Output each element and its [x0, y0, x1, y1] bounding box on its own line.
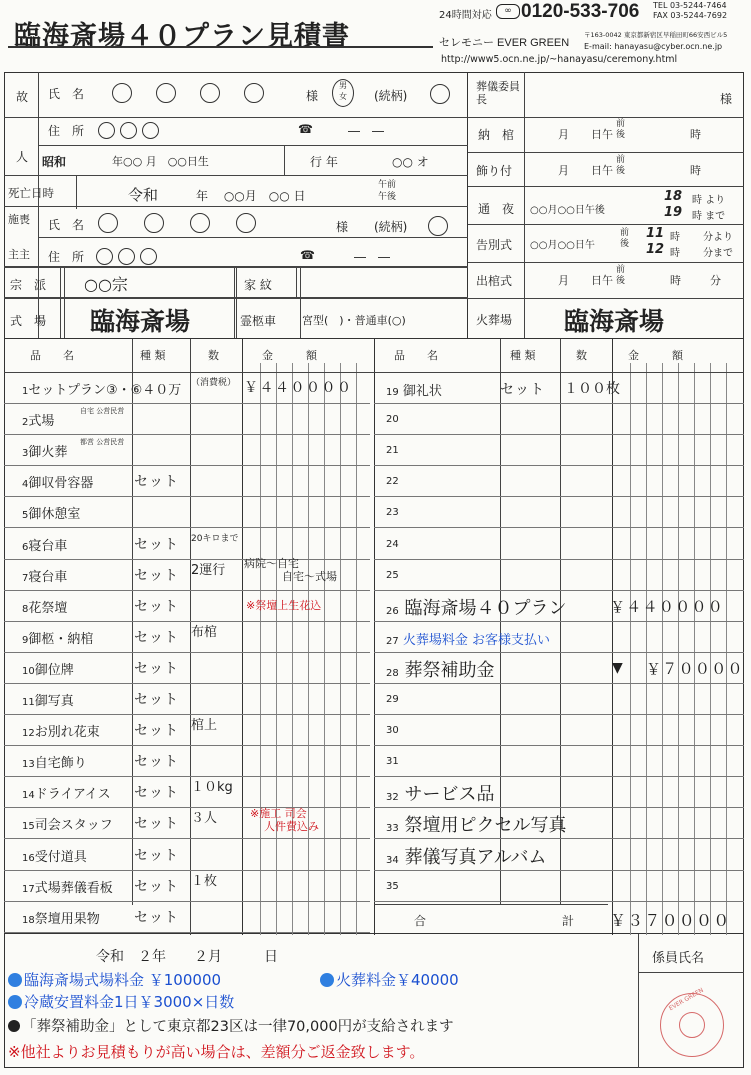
row-item-name: 24: [386, 538, 399, 550]
page-title: 臨海斎場４０プラン見積書: [14, 21, 350, 52]
row-item-name: 29: [386, 694, 399, 705]
era-reiwa: 令和: [128, 186, 159, 204]
row-item-kind: セット: [134, 878, 179, 895]
refund-line: ※他社よりお見積もりが高い場合は、差額分ご返金致します。: [8, 1043, 425, 1061]
deceased-label-1: 故: [16, 90, 29, 104]
applicant-address-label: 住 所: [48, 250, 85, 264]
table-row: [374, 840, 744, 871]
col-header-amount-left: 金 額: [262, 349, 317, 362]
wake-end-suffix: 時 まで: [692, 211, 726, 222]
table-row: [4, 497, 370, 528]
table-row: [4, 466, 370, 497]
departure-label: 出棺式: [476, 274, 513, 288]
age-label: 行 年: [310, 155, 338, 169]
col-header-amount-right: 金 額: [628, 349, 683, 362]
table-row: [374, 466, 744, 497]
row-item-amount: ￥４４００００: [244, 380, 353, 396]
col-header-name-right: 品 名: [394, 349, 438, 362]
hearse-label: 霊柩車: [240, 314, 277, 328]
row-item-qty: 棺上: [191, 718, 218, 734]
table-row: [374, 808, 744, 839]
row-item-name: 6寝台車: [22, 538, 68, 554]
row-item-kind: セット: [134, 536, 179, 553]
row-item-kind: セット: [134, 660, 179, 677]
funeral-label: 告別式: [476, 238, 513, 252]
col-header-qty-right: 数: [576, 349, 587, 362]
name-label: 氏 名: [48, 87, 85, 101]
row-item-name: 4御収骨容器: [22, 476, 94, 492]
freecall-icon: ∞: [496, 4, 520, 19]
name-placeholder[interactable]: [112, 82, 264, 103]
row-item-kind: セット: [134, 629, 179, 646]
table-row: [374, 435, 744, 466]
row-item-kind: セット: [134, 567, 179, 584]
row-item-name: 16受付道具: [22, 849, 87, 865]
table-row: [4, 373, 370, 404]
col-header-qty-left: 数: [208, 349, 219, 362]
row-item-name: 10御位牌: [22, 662, 74, 678]
funeral-start-ji: 時: [670, 232, 680, 243]
decor-time: 時: [690, 164, 701, 177]
row-item-name: 28 葬祭補助金: [386, 659, 495, 681]
title-underline: [8, 46, 433, 48]
applicant-label-2: 主主: [8, 248, 30, 261]
applicant-tel-dash: ― ―: [354, 250, 391, 264]
hearse-value: 宮型( )・普通車(○): [302, 314, 406, 327]
row-item-sub: 都営 公営民営: [80, 438, 125, 447]
sex-selector[interactable]: 男 女: [332, 79, 354, 107]
row-item-name: 27 火葬場料金 お客様支払い: [386, 632, 551, 648]
row-item-qty: 20キロまで: [191, 533, 239, 544]
row-item-kind: セット: [134, 785, 179, 802]
coffin-label: 納 棺: [478, 128, 515, 142]
subsidy-line: 「葬祭補助金」として東京都23区は一律70,000円が支給されます: [8, 1015, 454, 1036]
company-email: E-mail: hanayasu@cyber.ocn.ne.jp: [584, 42, 723, 51]
relation-circle[interactable]: [430, 83, 450, 104]
col-header-kind-left: 種 類: [140, 349, 166, 362]
table-row: [4, 684, 370, 715]
row-item-name: 12お別れ花束: [22, 725, 100, 741]
row-item-name: 35: [386, 880, 399, 892]
total-label-2: 計: [562, 914, 575, 928]
table-row: [4, 871, 370, 902]
table-row: [374, 777, 744, 808]
row-item-name: 9御柩・納棺: [22, 631, 94, 647]
row-item-name: 19 御礼状: [386, 384, 442, 399]
era-showa: 昭和: [42, 155, 67, 169]
coffin-date: 月 日午: [558, 128, 613, 141]
address-placeholder[interactable]: [98, 120, 159, 139]
funeral-start: 11: [646, 226, 665, 241]
total-label-1: 合: [414, 914, 427, 928]
row-item-name: 33 祭壇用ピクセル写真: [386, 815, 567, 837]
row-item-qty: １０kg: [191, 780, 233, 796]
col-header-kind-right: 種 類: [510, 349, 536, 362]
funeral-date: ○○月○○日午: [530, 240, 595, 251]
applicant-label-1: 施喪: [8, 213, 30, 226]
wake-start-suffix: 時 より: [692, 195, 726, 206]
sect-value: ○○宗: [84, 275, 128, 294]
committee-label: 葬儀委員長: [476, 80, 520, 106]
funeral-end-fun: 分まで: [703, 248, 733, 259]
row-item-qty: １００枚: [564, 381, 620, 397]
flowers-note: ※祭壇上生花込: [246, 599, 322, 612]
company-name: セレモニー EVER GREEN: [439, 37, 570, 49]
cremation-fee-line: 火葬料金￥40000: [320, 969, 459, 990]
departure-date: 月 日午: [558, 274, 613, 287]
venue-label: 式 場: [10, 314, 47, 328]
table-row: [374, 622, 744, 653]
table-row: [374, 871, 744, 902]
age-value: ○○ オ: [392, 155, 429, 169]
row-item-qty: 2運行: [191, 562, 226, 578]
deceased-label-2: 人: [16, 150, 29, 164]
table-row: [4, 777, 370, 808]
table-row: [4, 404, 370, 435]
row-item-kind: セット: [134, 847, 179, 864]
table-row: [4, 435, 370, 466]
table-row: [374, 746, 744, 777]
row-item-amount: ￥４４００００: [610, 597, 725, 616]
applicant-name-label: 氏 名: [48, 218, 85, 232]
table-row: [374, 684, 744, 715]
row-item-name: 21: [386, 445, 399, 457]
fax-number: FAX 03-5244-7692: [653, 11, 728, 20]
row-item-kind: セット: [134, 816, 179, 833]
phone-icon: ☎: [298, 122, 313, 136]
applicant-address-placeholder[interactable]: [96, 246, 157, 265]
row-item-kind: セット: [134, 598, 179, 615]
staff-note: ※施工 司会 人件費込み: [250, 807, 319, 833]
row-item-name: 31: [386, 756, 399, 768]
applicant-relation: (続柄): [374, 220, 408, 234]
decor-date: 月 日午: [558, 164, 613, 177]
row-item-name: 23: [386, 507, 399, 519]
row-item-name: 25: [386, 569, 399, 581]
venue-value: 臨海斎場: [90, 307, 191, 336]
company-url[interactable]: http://www5.ocn.ne.jp/~hanayasu/ceremony.html: [441, 54, 678, 65]
table-row: [4, 746, 370, 777]
table-row: [4, 529, 370, 560]
company-address: 〒163-0042 東京都新宿区早稲田町66安西ビル5: [584, 31, 728, 39]
row-item-name: 34 葬儀写真アルバム: [386, 846, 547, 868]
row-item-name: 20: [386, 414, 399, 426]
table-row: [4, 653, 370, 684]
minus-marker-icon: ▼: [612, 660, 623, 676]
row-item-kind: セット: [500, 382, 545, 398]
applicant-name-placeholder[interactable]: [98, 212, 256, 233]
row-item-name: 13自宅飾り: [22, 756, 87, 772]
row-item-kind: セット: [134, 474, 179, 491]
sect-label: 宗 派: [10, 278, 47, 292]
applicant-sama: 様: [336, 220, 349, 234]
table-row: [374, 715, 744, 746]
service-hours: 24時間対応: [439, 10, 492, 21]
decor-label: 飾り付: [476, 164, 513, 178]
decor-ampm: 前 後: [616, 155, 626, 176]
applicant-phone-icon: ☎: [300, 248, 315, 262]
sama-label: 様: [306, 89, 319, 103]
death-label: 死亡日時: [8, 186, 54, 200]
row-item-name: 26 臨海斎場４０プラン: [386, 597, 567, 619]
row-item-name: 17式場葬儀看板: [22, 880, 113, 896]
table-row: [374, 404, 744, 435]
wake-label: 通 夜: [478, 202, 515, 216]
committee-sama: 様: [720, 92, 733, 106]
applicant-relation-circle[interactable]: [428, 215, 448, 236]
row-item-kind: セット: [134, 692, 179, 708]
table-row: [4, 622, 370, 653]
funeral-end: 12: [646, 242, 665, 257]
row-item-qty: ３人: [191, 811, 218, 827]
row-item-name: 3御火葬: [22, 445, 68, 461]
wake-date: ○○月○○日午後: [530, 205, 605, 216]
row-item-name: 15司会スタッフ: [22, 818, 113, 834]
departure-ampm: 前 後: [616, 265, 626, 286]
row-item-name: 18祭壇用果物: [22, 911, 100, 927]
table-row: [4, 840, 370, 871]
row-item-name: 7寝台車: [22, 569, 68, 585]
family-crest-label: 家 紋: [244, 278, 272, 292]
row-item-kind: セット: [134, 754, 179, 771]
row-item-kind: セット: [134, 909, 179, 926]
row-item-qty: １枚: [191, 873, 218, 889]
estimate-date: 令和 ２年 ２月 日: [96, 949, 278, 965]
coffin-time: 時: [690, 128, 701, 141]
birth-date: 年○○ 月 ○○日生: [112, 155, 209, 168]
row-item-qty: 布棺: [191, 624, 218, 640]
row-item-kind: セット: [134, 723, 179, 740]
freecall-number: 0120-533-706: [521, 1, 640, 22]
venue-fee-line: 臨海斎場式場料金 ￥100000: [8, 969, 221, 990]
row-item-name: 32 サービス品: [386, 784, 495, 806]
total-row-line: [374, 904, 608, 905]
tel-dash: ― ―: [348, 124, 385, 138]
table-row: [374, 560, 744, 591]
cold-storage-line: 冷蔵安置料金1日￥3000×日数: [8, 991, 234, 1012]
death-date: 年 ○○月 ○○ 日: [196, 189, 306, 203]
address-label: 住 所: [48, 124, 85, 138]
table-row: [374, 373, 744, 404]
route-note: 病院～自宅 自宅～式場: [244, 557, 337, 583]
table-row: [374, 497, 744, 528]
departure-minute: 分: [710, 274, 721, 287]
row-item-name: 8花祭壇: [22, 600, 68, 616]
table-row: [374, 653, 744, 684]
row-item-name: 30: [386, 725, 399, 737]
row-item-name: 14ドライアイス: [22, 787, 111, 803]
row-item-name: 11御写真: [22, 694, 74, 709]
funeral-start-fun: 分より: [703, 232, 733, 243]
departure-time: 時: [670, 274, 681, 287]
funeral-end-ji: 時: [670, 248, 680, 259]
tel-number: TEL 03-5244-7464: [653, 1, 727, 10]
relation-label: (続柄): [374, 89, 408, 103]
col-header-name-left: 品 名: [30, 349, 74, 362]
row-item-sub: 自宅 公営民営: [80, 407, 125, 416]
table-row: [4, 902, 370, 933]
table-row: [374, 591, 744, 622]
cremation-value: 臨海斎場: [564, 307, 665, 336]
row-item-name: 2式場: [22, 414, 55, 430]
company-stamp: EVER GREEN: [660, 993, 724, 1057]
row-item-name: 5御休憩室: [22, 507, 81, 523]
row-item-qty: （消費税）: [191, 378, 237, 388]
cremation-label: 火葬場: [476, 313, 513, 327]
row-item-amount: ￥７００００: [646, 659, 744, 678]
table-row: [4, 715, 370, 746]
staff-name-label: 係員氏名: [652, 951, 705, 966]
wake-end: 19: [664, 205, 683, 220]
total-amount: ￥３７００００: [610, 911, 731, 930]
death-ampm: 午前 午後: [378, 180, 397, 202]
row-item-name: 1セットプラン③・⑥４０万: [22, 383, 182, 398]
wake-start: 18: [664, 189, 683, 204]
funeral-ampm: 前 後: [620, 228, 630, 249]
coffin-ampm: 前 後: [616, 119, 626, 140]
table-row: [374, 529, 744, 560]
row-item-name: 22: [386, 476, 399, 488]
